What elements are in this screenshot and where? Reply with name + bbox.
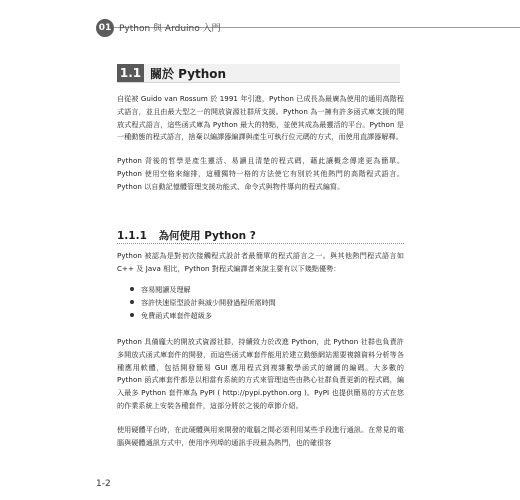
intro-paragraph: 自從被 Guido van Rossum 於 1991 年引進，Python 已成長為最廣為使用的通用高階程式語言，並且由最大型之一的開放資源社群所支援。Python 為一擁有許多函式庫支援的開放式程式語言，這些函式庫為 Python 最大的特點，並使其成為最靈活的平台。Python 是一種動態的程式語言，捨棄以編譯器編譯與產生可執行位元碼的方式，而使用直譯器解釋。 xyxy=(117,94,404,142)
philosophy-paragraph: Python 背後的哲學是產生靈活、易讀且清楚的程式碼，藉此讓概念傳達更為簡單。Python 使用空格來縮排，這種獨特一格的方法使它有別於其他熱門的高階程式語言。Python 以自動記憶體管理支援功能式、命令式與物件導向的程式編寫。 xyxy=(117,156,404,191)
bullet-icon xyxy=(130,300,134,304)
chapter-number-badge: 01 xyxy=(96,19,114,37)
bullet-icon xyxy=(130,313,134,317)
closing-paragraph: 使用硬體平台時，在此硬體與用來開發的電腦之間必須利用某些手段進行通訊。在常見的電腦與硬體通訊方式中，使用序列埠的通訊手段最為熱門，也的確很容 xyxy=(117,424,404,447)
section-title: 關於 Python xyxy=(150,67,227,81)
list-item xyxy=(117,309,404,322)
page-number: 1-2 xyxy=(96,479,111,489)
community-paragraph: Python 具備龐大的開放式資源社群，持續致力於改進 Python，此 Python 社群也負責許多開放式函式庫套件的開發，而這些函式庫套件能用於建立動態網站需要複雜資料分析等各種應用軟體，包括開發簡易 GUI 應用程式到複雜數學函式的繪圖的編碼。大多數的 Python 函式庫套件都是以相當有系統的方式來管理這些由熱心社群負責更新的程式碼，編入最多 Python 套件庫為 PyPI ( http://pypi.python.org )。PyPI 也提供簡易的方式在您的作業系統上安裝各種套件，這部分將於之後的章節介紹。 xyxy=(117,337,404,410)
bullet-icon xyxy=(130,287,134,291)
subsection-divider xyxy=(117,243,404,244)
list-item-text: 容易閱讀及理解 xyxy=(141,285,191,294)
community-text xyxy=(117,336,404,449)
subsection-title: 為何使用 Python ? xyxy=(158,230,256,242)
section-heading xyxy=(117,64,400,83)
subsection-number: 1.1.1 xyxy=(117,230,147,242)
intro-text xyxy=(117,93,404,194)
list-item-text: 容許快速原型設計與減少開發過程所需時間 xyxy=(141,298,276,307)
chapter-title: Python 與 Arduino 入門 xyxy=(119,24,221,34)
section-number: 1.1 xyxy=(117,64,144,82)
list-item xyxy=(117,283,404,296)
list-item-text: 免費函式庫套件超級多 xyxy=(141,311,212,320)
list-item xyxy=(117,296,404,309)
subsection-heading xyxy=(117,228,256,243)
why-text xyxy=(117,250,404,276)
advantages-list xyxy=(117,283,404,322)
why-paragraph: Python 被認為是對初次接觸程式設計者最簡單的程式語言之一。與其他熱門程式語言如 C++ 及 Java 相比，Python 對程式編譯者來說主要有以下幾點優勢： xyxy=(117,251,404,273)
